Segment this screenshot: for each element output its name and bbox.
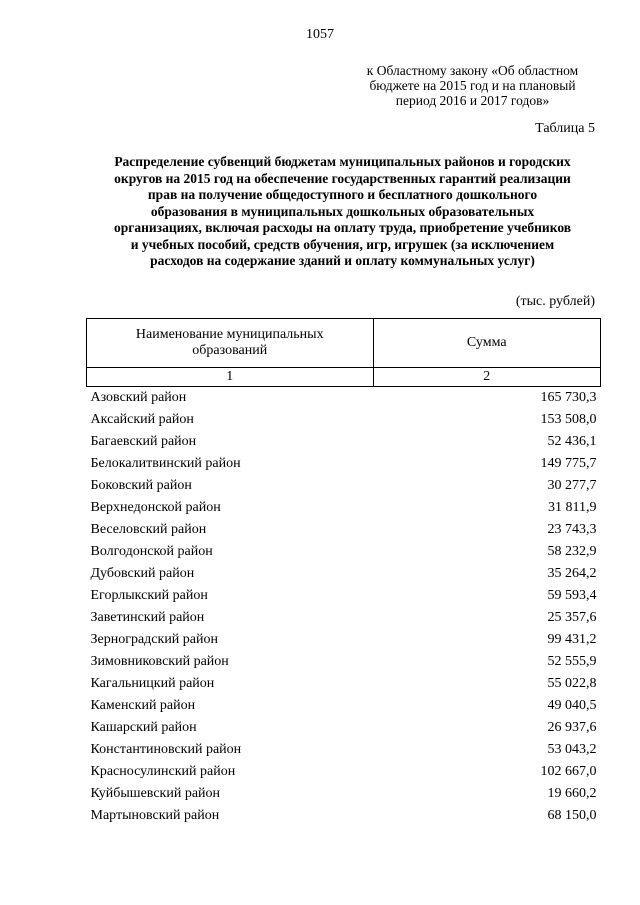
subvention-amount: 30 277,7 [547,478,597,493]
table-row [87,497,601,519]
table-row [87,409,601,431]
title-line: образования в муниципальных дошкольных образовательных [150,203,535,219]
district-name: Волгодонской район [90,544,213,559]
subvention-amount: 68 150,0 [547,808,597,823]
subvention-amount: 102 667,0 [540,764,597,779]
table-label: Таблица 5 [535,121,595,136]
appendix-line: период 2016 и 2017 годов» [395,93,550,108]
document-title [80,154,605,270]
district-name: Кагальницкий район [90,676,215,691]
subvention-amount: 52 436,1 [547,434,597,449]
table-row [87,387,601,410]
subvention-amount: 35 264,2 [547,566,597,581]
subvention-amount: 25 357,6 [547,610,597,625]
table-row [87,805,601,827]
table-row [87,695,601,717]
district-name: Красносулинский район [90,764,236,779]
subvention-amount: 19 660,2 [547,786,597,801]
subvention-amount: 165 730,3 [540,390,597,405]
title-line: расходов на содержание зданий и оплату коммунальных услуг) [150,253,535,268]
district-name: Аксайский район [90,412,194,427]
title-line: Распределение субвенций бюджетам муниципальных районов и городских [114,154,571,169]
table-column-number-row [87,368,601,387]
subvention-amount: 58 232,9 [547,544,597,559]
table-body [87,387,601,828]
table-row [87,717,601,739]
table-row [87,783,601,805]
column-header-name-line: Наименование муниципальных [135,327,324,342]
units-label: (тыс. рублей) [515,294,595,309]
district-name: Заветинский район [90,610,205,625]
title-line: округов на 2015 год на обеспечение государственных гарантий реализации [114,170,571,186]
table-row [87,585,601,607]
district-name: Константиновский район [90,742,242,757]
subvention-amount: 49 040,5 [547,698,597,713]
column-header-name-line: образований [192,343,268,358]
table-row [87,519,601,541]
table-row [87,607,601,629]
district-name: Верхнедонской район [90,500,221,515]
subvention-amount: 52 555,9 [547,654,597,669]
title-line: прав на получение общедоступного и бесплатного дошкольного [147,187,538,202]
table-row [87,629,601,651]
subvention-amount: 99 431,2 [547,632,597,647]
district-name: Азовский район [90,390,187,405]
district-name: Зерноградский район [90,632,218,647]
column-number-2: 2 [373,368,600,387]
district-name: Дубовский район [90,566,195,581]
column-number-1: 1 [87,368,374,387]
district-name: Каменский район [90,698,196,713]
subvention-amount: 23 743,3 [547,522,597,537]
column-header-name [87,319,374,368]
column-header-amount: Сумма [373,319,600,368]
district-name: Багаевский район [90,434,197,449]
district-name: Зимовниковский район [90,654,229,669]
subvention-amount: 31 811,9 [548,500,597,515]
title-line: и учебных пособий, средств обучения, игр, игрушек (за исключением [130,236,555,252]
subvention-amount: 55 022,8 [547,676,597,691]
district-name: Кашарский район [90,720,197,735]
appendix-line: бюджете на 2015 год и на плановый [369,78,576,93]
table-row [87,541,601,563]
subvention-amount: 59 593,4 [547,588,597,603]
table-row [87,563,601,585]
appendix-reference [330,63,615,108]
district-name: Белокалитвинский район [90,456,241,471]
subvention-table [86,318,601,827]
table-header-row [87,319,601,368]
subvention-amount: 153 508,0 [540,412,597,427]
title-line: организациях, включая расходы на оплату труда, приобретение учебников [113,220,572,235]
page-number: 1057 [306,27,334,42]
district-name: Веселовский район [90,522,207,537]
table-row [87,673,601,695]
subvention-amount: 53 043,2 [547,742,597,757]
subvention-amount: 149 775,7 [540,456,597,471]
district-name: Мартыновский район [90,808,220,823]
table-row [87,739,601,761]
table-row [87,453,601,475]
district-name: Егорлыкский район [90,588,208,603]
district-name: Боковский район [90,478,192,493]
table-row [87,431,601,453]
table-row [87,651,601,673]
table-row [87,475,601,497]
subvention-amount: 26 937,6 [547,720,597,735]
table-row [87,761,601,783]
district-name: Куйбышевский район [90,786,221,801]
appendix-line: к Областному закону «Об областном [366,63,579,78]
